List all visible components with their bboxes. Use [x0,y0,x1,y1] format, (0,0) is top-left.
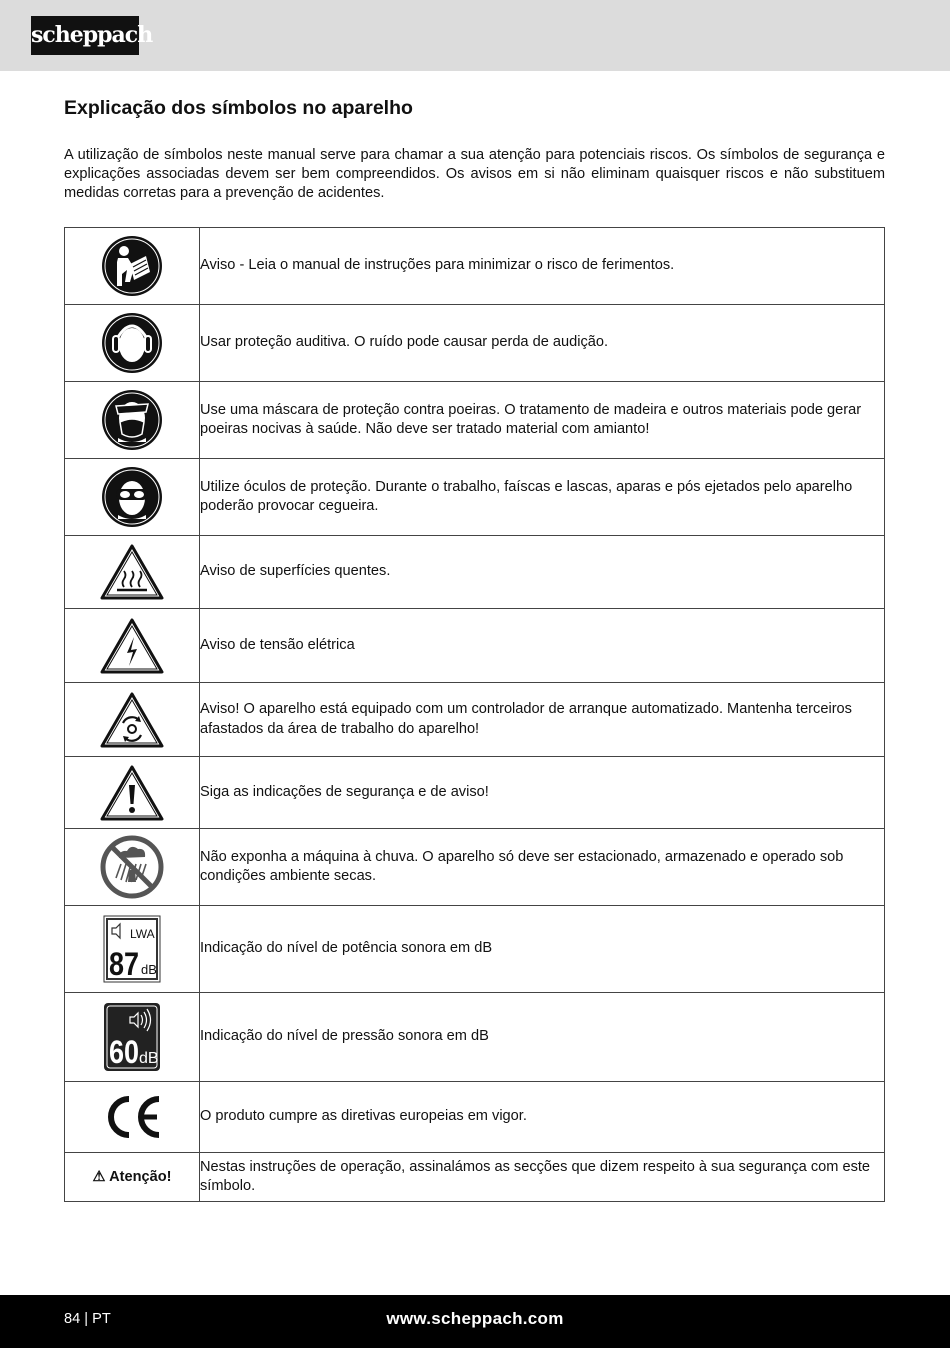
symbol-cell [65,609,200,683]
symbol-description: Usar proteção auditiva. O ruído pode causar perda de audição. [200,305,885,382]
symbol-cell [65,1082,200,1153]
ce-mark-icon [97,1092,167,1142]
symbol-description: Indicação do nível de potência sonora em dB [200,906,885,993]
attention-label: ⚠ Atenção! [92,1169,172,1185]
symbol-row [65,1082,885,1153]
no-rain-icon [99,834,165,900]
sound-power-unit: dB [141,962,157,977]
symbol-description: Utilize óculos de proteção. Durante o trabalho, faíscas e lascas, aparas e pós ejetados pelo aparelho poderão provocar cegueira. [200,459,885,536]
symbol-description: O produto cumpre as diretivas europeias em vigor. [200,1082,885,1153]
scheppach-logo: scheppach [31,16,139,55]
symbol-description: Use uma máscara de proteção contra poeiras. O tratamento de madeira e outros materiais pode gerar poeiras nocivas à saúde. Não deve ser tratado material com amianto! [200,382,885,459]
symbol-row [65,906,885,993]
symbol-row [65,459,885,536]
electric-voltage-icon [99,617,165,675]
symbol-description: Nestas instruções de operação, assinalámos as secções que dizem respeito à sua segurança com este símbolo. [200,1153,885,1202]
sound-pressure-value: 60 [109,1034,139,1070]
symbol-row [65,305,885,382]
intro-paragraph: A utilização de símbolos neste manual serve para chamar a sua atenção para potenciais riscos. Os símbolos de segurança e explicações associadas devem ser bem compreendidos. Os avisos em si não eliminam quaisquer riscos e não substituem medidas corretas para a prevenção de acidentes. [64,147,885,201]
sound-power-icon [102,914,162,984]
symbol-description: Aviso de superfícies quentes. [200,536,885,609]
general-warning-icon [99,764,165,822]
symbol-cell [65,757,200,829]
sound-power-value: 87 [109,946,139,982]
dust-mask-icon [100,388,164,452]
symbol-cell [65,305,200,382]
symbol-row [65,993,885,1082]
symbol-cell [65,459,200,536]
symbol-cell [65,829,200,906]
symbol-cell [65,683,200,757]
symbol-description: Aviso - Leia o manual de instruções para minimizar o risco de ferimentos. [200,228,885,305]
symbol-row [65,757,885,829]
symbol-cell [65,382,200,459]
symbol-cell [65,536,200,609]
symbol-cell [65,228,200,305]
ear-protection-icon [100,311,164,375]
symbol-row [65,536,885,609]
sound-pressure-icon [102,1001,162,1073]
symbol-cell [65,993,200,1082]
symbol-cell [65,906,200,993]
symbol-description: Siga as indicações de segurança e de aviso! [200,757,885,829]
automatic-start-icon [99,691,165,749]
symbol-description: Aviso! O aparelho está equipado com um controlador de arranque automatizado. Mantenha terceiros afastados da área de trabalho do aparelho! [200,683,885,757]
read-manual-icon [100,234,164,298]
safety-goggles-icon [100,465,164,529]
page-title: Explicação dos símbolos no aparelho [64,97,413,119]
symbol-cell [65,1153,200,1202]
page-footer [0,1295,950,1348]
symbols-table [64,227,885,1202]
symbol-row [65,382,885,459]
symbol-row [65,1153,885,1202]
symbol-row [65,683,885,757]
symbol-description: Aviso de tensão elétrica [200,609,885,683]
symbol-description: Indicação do nível de pressão sonora em dB [200,993,885,1082]
website-link[interactable]: www.scheppach.com [386,1309,564,1328]
page-header [0,0,950,71]
symbol-description: Não exponha a máquina à chuva. O aparelho só deve ser estacionado, armazenado e operado sob condições ambiente secas. [200,829,885,906]
sound-power-label: LWA [130,927,155,941]
symbol-row [65,829,885,906]
symbol-row [65,228,885,305]
hot-surface-icon [99,543,165,601]
symbol-row [65,609,885,683]
sound-pressure-unit: dB [139,1050,159,1067]
page-number: 84 | PT [64,1311,111,1327]
